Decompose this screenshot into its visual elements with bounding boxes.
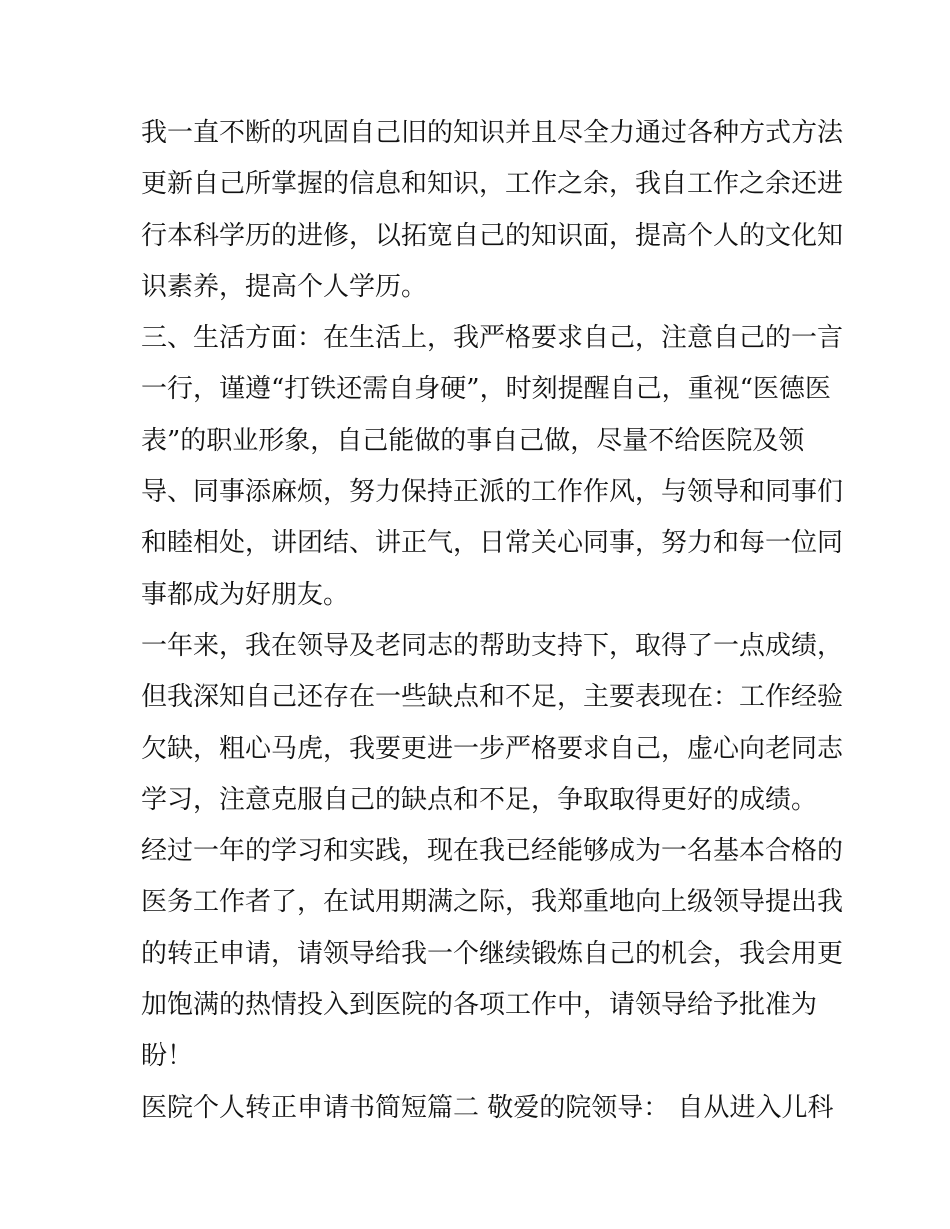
text-line: 三、生活方面：在生活上，我严格要求自己，注意自己的一言 (141, 323, 844, 354)
document-body (141, 108, 844, 1134)
text-line: 识素养，提高个人学历。 (141, 271, 428, 302)
text-line: 表”的职业形象，自己能做的事自己做，尽量不给医院及领 (141, 425, 805, 456)
text-line: 学习，注意克服自己的缺点和不足，争取取得更好的成绩。 (141, 784, 818, 815)
text-line: 行本科学历的进修，以拓宽自己的知识面，提高个人的文化知 (141, 220, 844, 251)
text-line: 一行，谨遵“打铁还需自身硬”，时刻提醒自己，重视“医德医 (141, 374, 831, 405)
text-line: 经过一年的学习和实践，现在我已经能够成为一名基本合格的 (141, 836, 844, 867)
text-line: 盼！ (141, 1041, 194, 1072)
text-line: 但我深知自己还存在一些缺点和不足，主要表现在：工作经验 (141, 682, 844, 713)
text-line: 事都成为好朋友。 (141, 579, 350, 610)
text-line: 我一直不断的巩固自己旧的知识并且尽全力通过各种方式方法 (141, 118, 844, 148)
text-line: 医院个人转正申请书简短篇二 敬爱的院领导： 自从进入儿科 (141, 1092, 834, 1123)
text-line: 加饱满的热情投入到医院的各项工作中，请领导给予批准为 (141, 990, 818, 1021)
text-line: 一年来，我在领导及老同志的帮助支持下，取得了一点成绩， (141, 630, 844, 661)
text-line: 的转正申请，请领导给我一个继续锻炼自己的机会，我会用更 (141, 938, 844, 969)
text-line: 和睦相处，讲团结、讲正气，日常关心同事，努力和每一位同 (141, 528, 844, 559)
text-line: 医务工作者了，在试用期满之际，我郑重地向上级领导提出我 (141, 887, 844, 918)
text-line: 更新自己所掌握的信息和知识，工作之余，我自工作之余还进 (141, 169, 844, 200)
text-line: 欠缺，粗心马虎，我要更进一步严格要求自己，虚心向老同志 (141, 733, 844, 764)
text-line: 导、同事添麻烦，努力保持正派的工作作风，与领导和同事们 (141, 477, 844, 508)
